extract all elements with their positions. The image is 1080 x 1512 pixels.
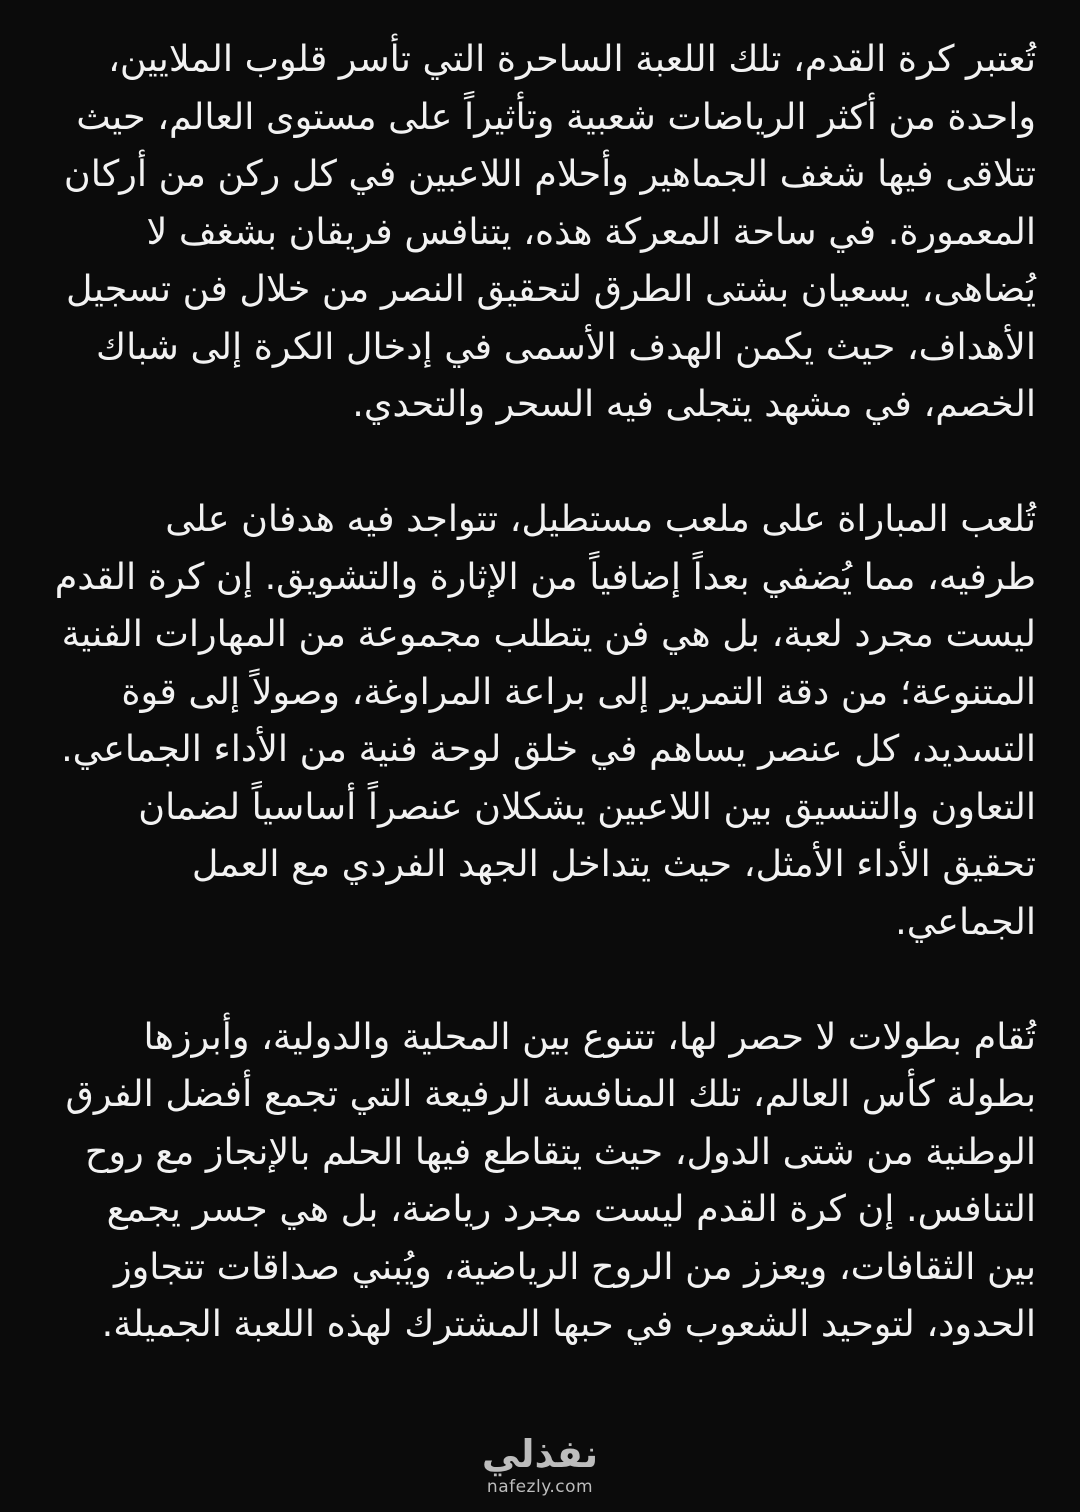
paragraph-3: تُقام بطولات لا حصر لها، تتنوع بين المحلية والدولية، وأبرزها بطولة كأس العالم، تلك المنافسة الرفيعة التي تجمع أفضل الفرق الوطنية من شتى الدول، حيث يتقاطع فيها الحلم بالإنجاز مع روح التنافس. إن كرة القدم ليست مجرد رياضة، بل هي جسر يجمع بين الثقافات، ويعزز من الروح الرياضية، ويُبني صداقات تتجاوز الحدود، لتوحيد الشعوب في حبها المشترك لهذه اللعبة الجميلة.	[65, 1014, 1036, 1345]
paragraph-1: تُعتبر كرة القدم، تلك اللعبة الساحرة التي تأسر قلوب الملايين، واحدة من أكثر الرياضات شعبية وتأثيراً على مستوى العالم، حيث تتلاقى فيها شغف الجماهير وأحلام اللاعبين في كل ركن من أركان المعمورة. في ساحة المعركة هذه، يتنافس فريقان بشغف لا يُضاهى، يسعيان بشتى الطرق لتحقيق النصر من خلال فن تسجيل الأهداف، حيث يكمن الهدف الأسمى في إدخال الكرة إلى شباك الخصم، في مشهد يتجلى فيه السحر والتحدي.	[63, 37, 1036, 425]
article-body	[48, 30, 1036, 1353]
paragraph-spacer	[48, 433, 1036, 491]
watermark-url: nafezly.com	[486, 1477, 594, 1497]
paragraph-spacer	[48, 950, 1036, 1008]
watermark-logo: نفذلي	[481, 1432, 599, 1476]
nafezly-watermark	[470, 1432, 610, 1498]
paragraph-2: تُلعب المباراة على ملعب مستطيل، تتواجد فيه هدفان على طرفيه، مما يُضفي بعداً إضافياً من الإثارة والتشويق. إن كرة القدم ليست مجرد لعبة، بل هي فن يتطلب مجموعة من المهارات الفنية المتنوعة؛ من دقة التمرير إلى براعة المراوغة، وصولاً إلى قوة التسديد، كل عنصر يساهم في خلق لوحة فنية من الأداء الجماعي. التعاون والتنسيق بين اللاعبين يشكلان عنصراً أساسياً لضمان تحقيق الأداء الأمثل، حيث يتداخل الجهد الفردي مع العمل الجماعي.	[54, 497, 1036, 943]
